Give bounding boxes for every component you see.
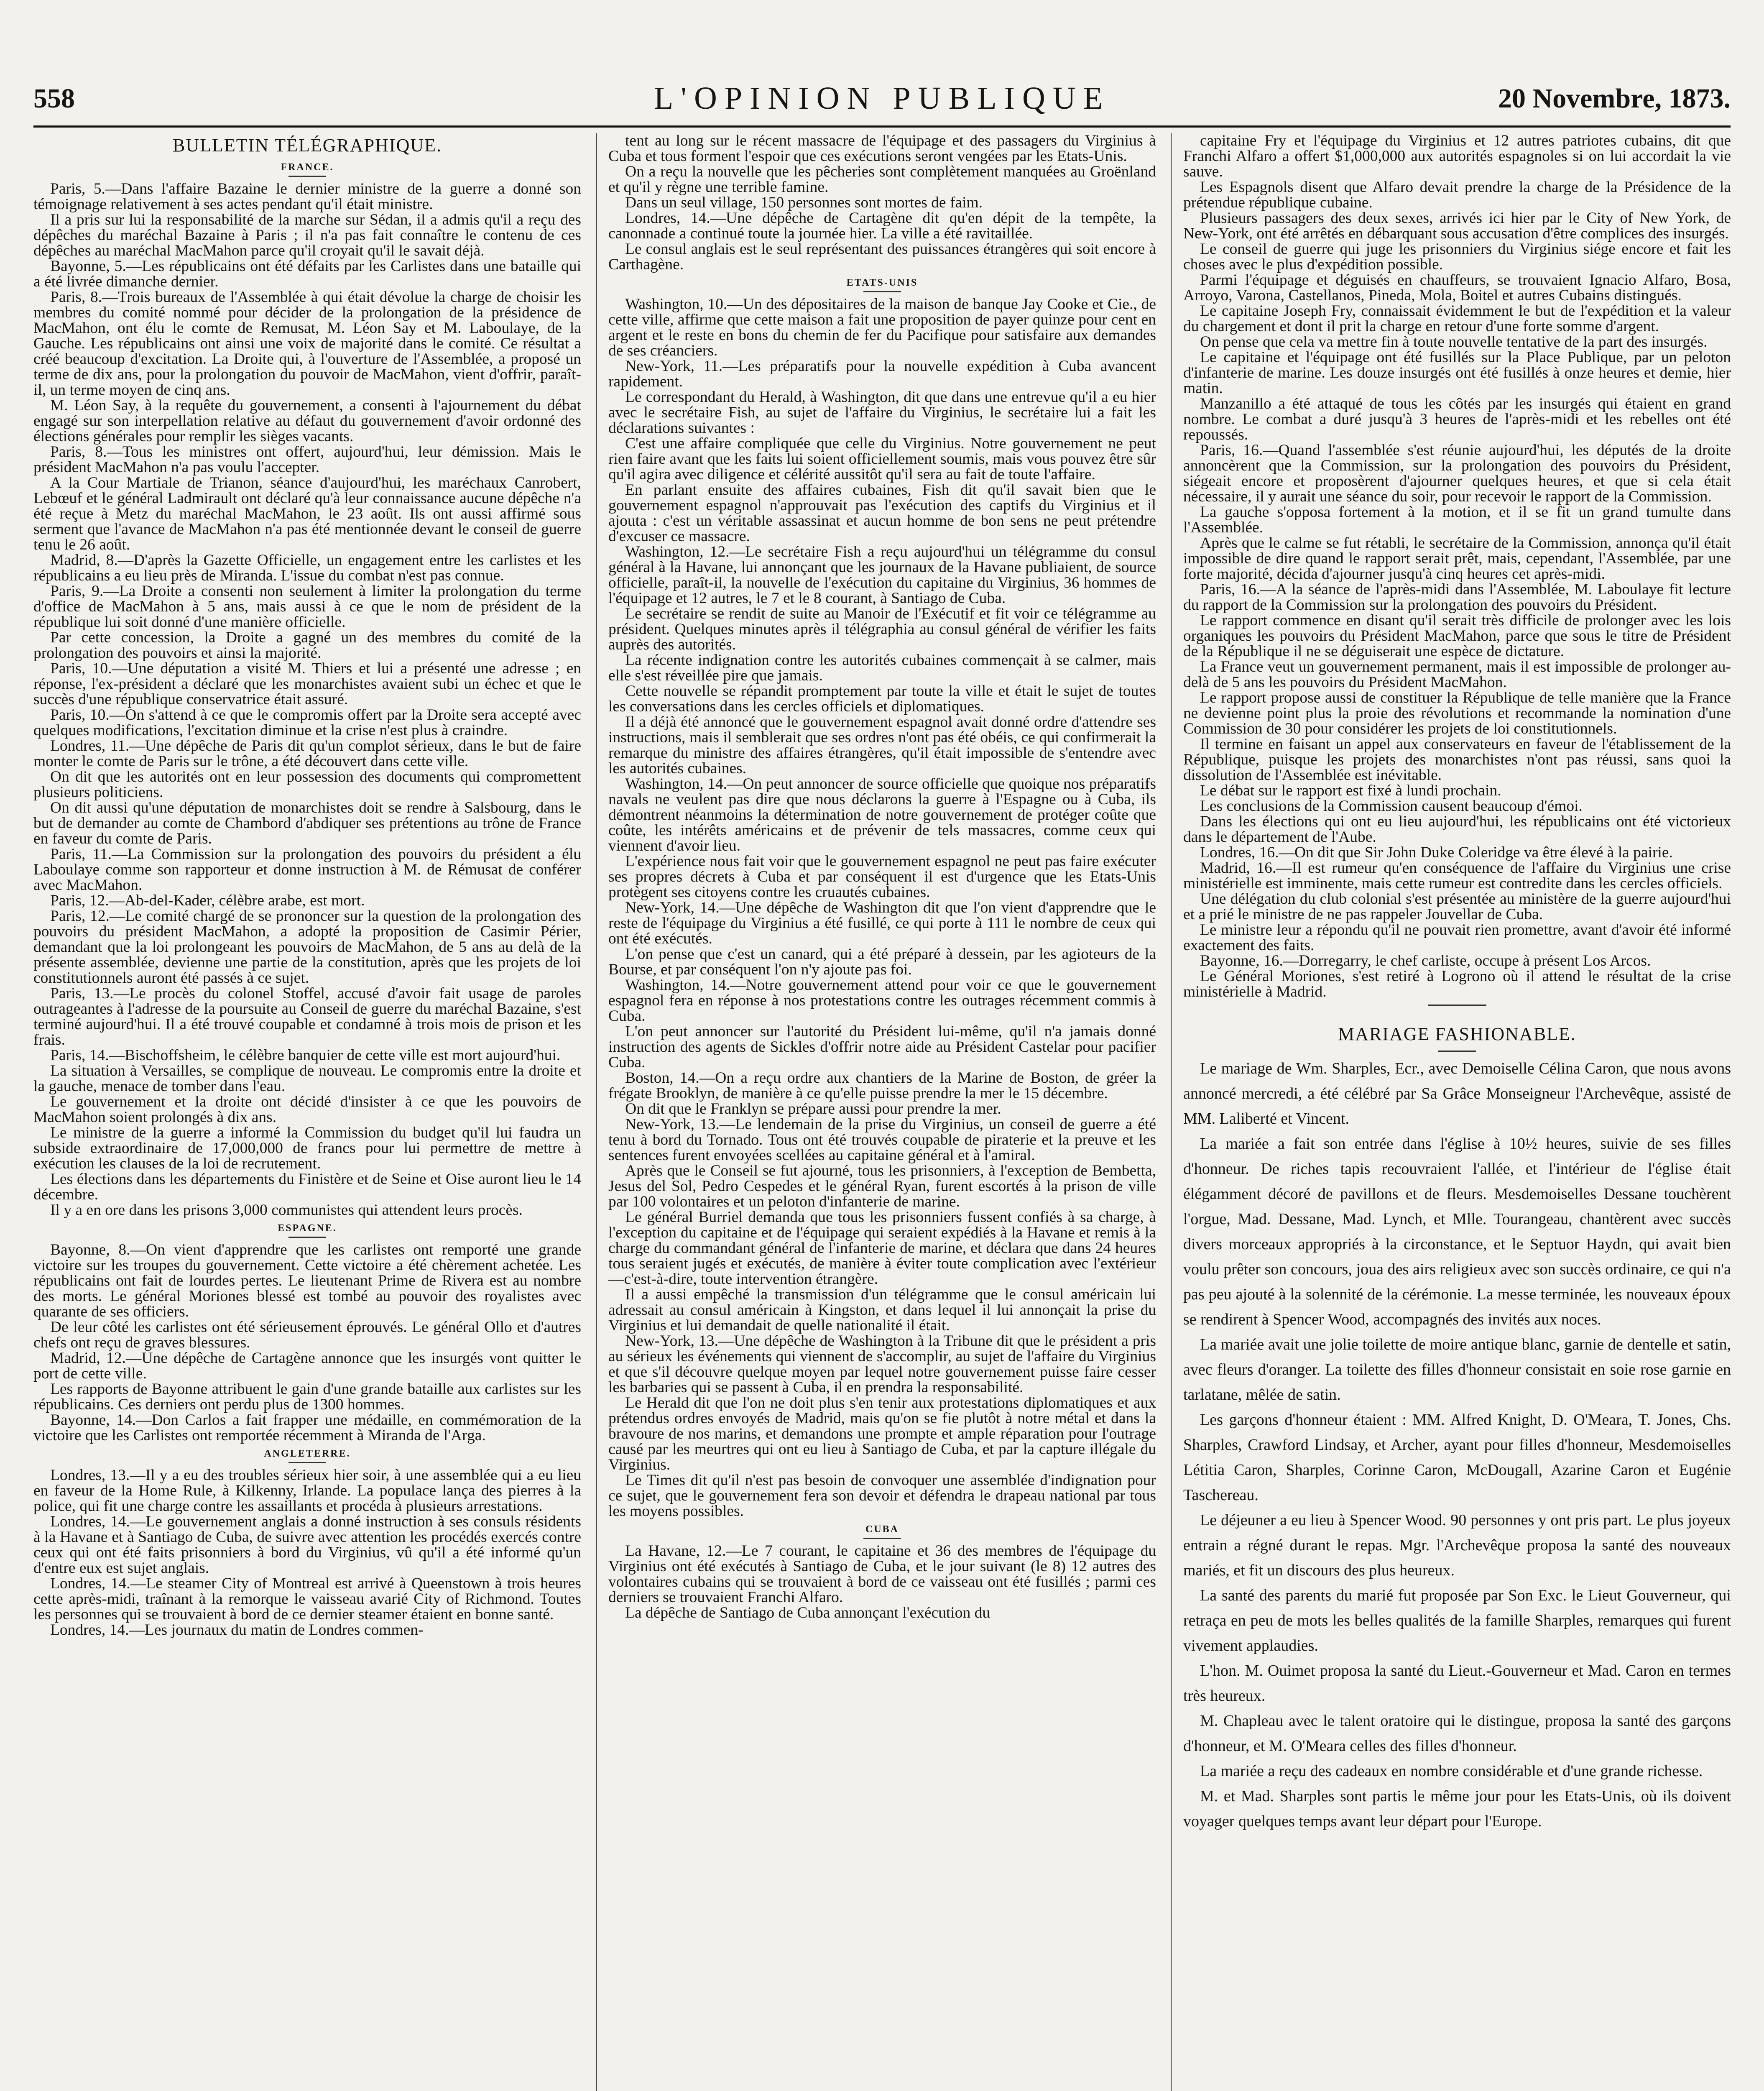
- article-paragraph: Cette nouvelle se répandit promptement par toute la ville et était le sujet de toutes les conversations dans les cercles officiels et diplomatiques.: [608, 683, 1156, 715]
- article-paragraph: Le consul anglais est le seul représentant des puissances étrangères qui soit encore à Carthagène.: [608, 240, 1156, 273]
- article-paragraph: Londres, 11.—Une dépêche de Paris dit qu'un complot sérieux, dans le but de faire monter le comte de Paris sur le trône, a été découvert dans cette ville.: [33, 737, 581, 770]
- article-paragraph: Paris, 13.—Le procès du colonel Stoffel, accusé d'avoir fait usage de paroles outrageantes à l'adresse de la poursuite au Conseil de guerre du maréchal Bazaine, s'est terminé aujourd'hui. Il a été trouvé coupable et condamné à trois mois de prison et les frais.: [33, 985, 581, 1048]
- section-heading: MARIAGE FASHIONABLE.: [1338, 1024, 1576, 1044]
- article-paragraph: On pense que cela va mettre fin à toute nouvelle tentative de la part des insurgés.: [1200, 333, 1708, 350]
- article-paragraph: La mariée a reçu des cadeaux en nombre considérable et d'une grande richesse.: [1200, 1762, 1703, 1780]
- article-paragraph: Le débat sur le rapport est fixé à lundi prochain.: [1200, 782, 1501, 799]
- article-paragraph: Londres, 14.—Les journaux du matin de Londres commen-: [50, 1621, 424, 1639]
- column-2: [608, 133, 1156, 2091]
- article-paragraph: Paris, 9.—La Droite a consenti non seulement à limiter la prolongation du terme d'office de MacMahon à 5 ans, mais aussi à ce que le nom de président de la république lui soit donné d'une manière officielle.: [33, 583, 581, 631]
- article-paragraph: La dépêche de Santiago de Cuba annonçant l'exécution du: [625, 1604, 990, 1621]
- article-paragraph: tent au long sur le récent massacre de l'équipage et des passagers du Virginius à Cuba et tous forment l'espoir que ces exécutions seront vengées par les Etats-Unis.: [608, 133, 1156, 165]
- article-paragraph: Le mariage de Wm. Sharples, Ecr., avec Demoiselle Célina Caron, que nous avons annoncé mercredi, a été célébré par Sa Grâce Monseigneur l'Archevêque, assisté de MM. Laliberté et Vincent.: [1183, 1060, 1731, 1127]
- header-rule: [33, 125, 1731, 128]
- article-paragraph: Londres, 16.—On dit que Sir John Duke Coleridge va être élevé à la pairie.: [1200, 844, 1673, 861]
- article-paragraph: De leur côté les carlistes ont été sérieusement éprouvés. Le général Ollo et d'autres chefs ont reçu de graves blessures.: [33, 1319, 581, 1351]
- article-paragraph: La France veut un gouvernement permanent, mais il est impossible de prolonger au-delà de 5 ans les pouvoirs du Président MacMahon.: [1183, 658, 1731, 691]
- article-paragraph: M. Léon Say, à la requête du gouvernement, a consenti à l'ajournement du débat engagé sur son interpellation relative au défaut du gouvernement d'avoir ordonné des élections générales pour remplir les sièges vacants.: [33, 397, 581, 445]
- article-paragraph: Bayonne, 16.—Dorregarry, le chef carliste, occupe à présent Los Arcos.: [1200, 952, 1651, 969]
- article-paragraph: En parlant ensuite des affaires cubaines, Fish dit qu'il savait bien que le gouvernement espagnol n'approuvait pas l'exécution des captifs du Virginius et il ajouta : c'est un véritable assassinat et aucun homme de bon sens ne peut prétendre d'excuser ce massacre.: [608, 481, 1156, 545]
- article-paragraph: Madrid, 16.—Il est rumeur qu'en conséquence de l'affaire du Virginius une crise ministérielle est imminente, mais cette rumeur est contredite dans les cercles officiels.: [1183, 859, 1731, 892]
- article-paragraph: Le rapport commence en disant qu'il serait très difficile de prolonger avec les lois organiques les pouvoirs du Président MacMahon, parce que sous le titre de Président de la République il ne se déguiserait une espèce de dictature.: [1183, 612, 1731, 660]
- article-paragraph: Les conclusions de la Commission causent beaucoup d'émoi.: [1200, 798, 1583, 815]
- article-paragraph: Une délégation du club colonial s'est présentée au ministère de la guerre aujourd'hui et a prié le ministre de ne pas rappeler Jouvellar de Cuba.: [1183, 890, 1731, 923]
- article-paragraph: M. Chapleau avec le talent oratoire qui le distingue, proposa la santé des garçons d'honneur, et M. O'Meara celles des filles d'honneur.: [1183, 1712, 1731, 1755]
- article-paragraph: Paris, 16.—A la séance de l'après-midi dans l'Assemblée, M. Laboulaye fit lecture du rapport de la Commission sur la prolongation des pouvoirs du Président.: [1183, 581, 1731, 613]
- article-paragraph: Paris, 10.—On s'attend à ce que le compromis offert par la Droite sera accepté avec quelques modifications, l'excitation diminue et la crise n'est plus à craindre.: [33, 706, 581, 739]
- mariage-article: [1183, 1023, 1731, 1834]
- article-paragraph: Les Espagnols disent que Alfaro devait prendre la charge de la Présidence de la prétendue république cubaine.: [1183, 179, 1731, 211]
- article-paragraph: Les élections dans les départements du Finistère et de Seine et Oise auront lieu le 14 décembre.: [33, 1171, 581, 1203]
- divider: [288, 176, 326, 177]
- article-paragraph: Après que le Conseil se fut ajourné, tous les prisonniers, à l'exception de Bembetta, Jesus del Sol, Pedro Cespedes et le général Ryan, furent escortés à la prison de ville par 100 volontaires et un peloton d'infanterie de marine.: [608, 1162, 1156, 1210]
- subsection-label: CUBA: [865, 1524, 899, 1535]
- divider: [1438, 1051, 1476, 1052]
- page-number: 558: [33, 83, 75, 114]
- article-paragraph: Après que le calme se fut rétabli, le secrétaire de la Commission, annonça qu'il était impossible de dire quand le rapport serait prêt, mais, cependant, l'Assemblée, par une forte majorité, décida d'ajourner jusqu'à cinq heures cet après-midi.: [1183, 534, 1731, 583]
- article-paragraph: Le secrétaire se rendit de suite au Manoir de l'Exécutif et fit voir ce télégramme au président. Quelques minutes après il télégraphia au consul général de vérifier les faits auprès des autorités.: [608, 605, 1156, 653]
- article-paragraph: On dit aussi qu'une députation de monarchistes doit se rendre à Salsbourg, dans le but de demander au comte de Chambord d'abdiquer ses prétentions au trône de France en faveur du comte de Paris.: [33, 799, 581, 847]
- article-paragraph: Paris, 8.—Trois bureaux de l'Assemblée à qui était dévolue la charge de choisir les membres du comité nommé pour décider de la prolongation de la présidence de MacMahon, ont élu le comte de Remusat, M. Léon Say et M. Laboulaye, de la Gauche. Les républicains ont ainsi une voix de majorité dans le comité. Ce résultat a créé beaucoup d'excitation. La Droite qui, à l'ouverture de l'Assemblée, a proposé un terme de dix ans, pour la prolongation du pouvoir de MacMahon, vient d'offrir, paraît-il, un terme moyen de cinq ans.: [33, 289, 581, 399]
- divider: [288, 1462, 326, 1463]
- article-paragraph: Les garçons d'honneur étaient : MM. Alfred Knight, D. O'Meara, T. Jones, Chs. Sharples, Crawford Lindsay, et Archer, ayant pour filles d'honneur, Mesdemoiselles Létitia Caron, Sharples, Corinne Caron, McDougall, Azarine Caron et Eugénie Taschereau.: [1183, 1411, 1731, 1504]
- article-paragraph: New-York, 13.—Une dépêche de Washington à la Tribune dit que le président a pris au sérieux les événements qui viennent de s'accomplir, au sujet de l'affaire du Virginius et que s'il découvre quelque moyen par lequel notre gouvernement puisse faire cesser les barbaries qui se passent à Cuba, il en prendra la responsabilité.: [608, 1332, 1156, 1396]
- article-paragraph: Washington, 12.—Le secrétaire Fish a reçu aujourd'hui un télégramme du consul général à la Havane, lui annonçant que les journaux de la Havane publiaient, de source officielle, paraît-il, la nouvelle de l'exécution du capitaine du Virginius, 36 hommes de l'équipage et 12 autres, le 7 et le 8 courant, à Santiago de Cuba.: [608, 543, 1156, 607]
- article-paragraph: L'expérience nous fait voir que le gouvernement espagnol ne peut pas faire exécuter ses propres décrets à Cuba et par conséquent il est d'urgence que les Etats-Unis protègent ses citoyens contre les cruautés cubaines.: [608, 853, 1156, 901]
- section-heading: BULLETIN TÉLÉGRAPHIQUE.: [173, 135, 442, 156]
- article-paragraph: Paris, 5.—Dans l'affaire Bazaine le dernier ministre de la guerre a donné son témoignage relativement à ses actes pendant qu'il était ministre.: [33, 180, 581, 213]
- article-paragraph: capitaine Fry et l'équipage du Virginius et 12 autres patriotes cubains, dit que Franchi Alfaro a offert $1,000,000 aux autorités espagnoles si on lui accordait la vie sauve.: [1183, 133, 1731, 180]
- article-paragraph: On dit que le Franklyn se prépare aussi pour prendre la mer.: [625, 1100, 1001, 1117]
- article-paragraph: Parmi l'équipage et déguisés en chauffeurs, se trouvaient Ignacio Alfaro, Bosa, Arroyo, Varona, Castellanos, Pineda, Mola, Boitel et autres Cubains distingués.: [1183, 271, 1731, 304]
- article-paragraph: Le rapport propose aussi de constituer la République de telle manière que la France ne devienne point plus la proie des révolutions et recommande la nomination d'une Commission de 30 pour considérer les projets de loi constitutionnels.: [1183, 689, 1731, 737]
- article-paragraph: L'on peut annoncer sur l'autorité du Président lui-même, qu'il n'a jamais donné instruction des agents de Sickles d'offrir notre aide au Président Castelar pour pacifier Cuba.: [608, 1023, 1156, 1071]
- article-paragraph: New-York, 13.—Le lendemain de la prise du Virginius, un conseil de guerre a été tenu à bord du Tornado. Tous ont été trouvés coupable de piraterie et la preuve et les sentences furent envoyées scellées au capitaine général et à l'amiral.: [608, 1116, 1156, 1164]
- article-paragraph: La mariée a fait son entrée dans l'église à 10½ heures, suivie de ses filles d'honneur. De riches tapis recouvraient l'allée, et l'intérieur de l'église était élégamment décoré de pavillons et de fleurs. Mesdemoiselles Dessane touchèrent l'orgue, Mad. Dessane, Mad. Lynch, et Mlle. Tourangeau, chantèrent avec succès divers morceaux appropriés à la circonstance, et le Septuor Haydn, qui avait bien voulu prêter son concours, joua des airs religieux avec son succès ordinaire, ce qui n'a pas peu ajouté à la solennité de la cérémonie. La messe terminée, les nouveaux époux se rendirent à Spencer Wood, accompagnés des invités aux noces.: [1183, 1135, 1731, 1328]
- divider: [1428, 1005, 1486, 1006]
- article-paragraph: Il termine en faisant un appel aux conservateurs en faveur de l'établissement de la République, puisque les projets des monarchistes n'ont pas réussi, sans quoi la dissolution de l'Assemblée est inévitable.: [1183, 736, 1731, 784]
- article-paragraph: La situation à Versailles, se complique de nouveau. Le compromis entre la droite et la gauche, menace de tomber dans l'eau.: [33, 1062, 581, 1095]
- article-paragraph: Le capitaine et l'équipage ont été fusillés sur la Place Publique, par un peloton d'infanterie de marine. Les douze insurgés ont été fusillés à onze heures et demie, hier matin.: [1183, 349, 1731, 397]
- article-paragraph: Il a aussi empêché la transmission d'un télégramme que le consul américain lui adressait au consul américain à Kingston, et dans lequel il lui annonçait la prise du Virginius et lui demandait de quelle nationalité il était.: [608, 1286, 1156, 1334]
- article-paragraph: Boston, 14.—On a reçu ordre aux chantiers de la Marine de Boston, de gréer la frégate Brooklyn, de manière à ce qu'elle puisse prendre la mer le 15 décembre.: [608, 1069, 1156, 1102]
- article-paragraph: Paris, 12.—Le comité chargé de se prononcer sur la question de la prolongation des pouvoirs du président MacMahon, a adopté la proposition de Casimir Périer, demandant que la loi prolongeant les pouvoirs de MacMahon, de 5 ans au delà de la présente assemblée, devienne une partie de la constitution, après que les projets de loi constitutionnels auront été passés à ce sujet.: [33, 907, 581, 987]
- article-paragraph: La gauche s'opposa fortement à la motion, et il se fit un grand tumulte dans l'Assemblée.: [1183, 504, 1731, 536]
- article-paragraph: Paris, 16.—Quand l'assemblée s'est réunie aujourd'hui, les députés de la droite annoncèrent que la Commission, sur la prolongation des pouvoirs du Président, siégeait encore et proposèrent d'ajourner quelques heures, et que si cela était nécessaire, il y aurait une séance du soir, pour recevoir le rapport de la Commission.: [1183, 442, 1731, 505]
- column-divider: [1171, 133, 1172, 2091]
- column-1: [33, 133, 581, 2091]
- article-paragraph: Le capitaine Joseph Fry, connaissait évidemment le but de l'expédition et la valeur du chargement et dont il prit la charge en retour d'une forte somme d'argent.: [1183, 302, 1731, 335]
- article-paragraph: A la Cour Martiale de Trianon, séance d'aujourd'hui, les maréchaux Canrobert, Lebœuf et le général Ladmirault ont déclaré qu'à leur connaissance aucune dépêche n'a été reçue à Metz du maréchal MacMahon, le 23 août. Ils ont aussi affirmé sous serment que l'avance de MacMahon n'a pas été mentionnée devant le conseil de guerre tenu le 26 août.: [33, 474, 581, 553]
- article-paragraph: Paris, 12.—Ab-del-Kader, célèbre arabe, est mort.: [50, 892, 365, 909]
- article-paragraph: Washington, 14.—On peut annoncer de source officielle que quoique nos préparatifs navals ne veulent pas dire que nous déclarons la guerre à l'Espagne ou à Cuba, ils démontrent néanmoins la détermination de notre gouvernement de protéger coûte que coûte, les intérêts américains et de prévenir de tels massacres, comme ceux qui viennent d'avoir lieu.: [608, 775, 1156, 854]
- article-paragraph: Il a déjà été annoncé que le gouvernement espagnol avait donné ordre d'attendre ses instructions, mais il semblerait que ses ordres n'ont pas été obéis, ce qui confirmerait la remarque du ministre des affaires étrangères, qu'il était impossible de s'entendre avec les autorités cubaines.: [608, 713, 1156, 777]
- article-paragraph: L'on pense que c'est un canard, qui a été préparé à dessein, par les agioteurs de la Bourse, et par conséquent l'on n'y ajoute pas foi.: [608, 946, 1156, 978]
- article-paragraph: Paris, 11.—La Commission sur la prolongation des pouvoirs du président a élu Laboulaye comme son rapporteur et donne instruction à M. de Rémusat de conférer avec MacMahon.: [33, 846, 581, 894]
- article-paragraph: On dit que les autorités ont en leur possession des documents qui compromettent plusieurs politiciens.: [33, 768, 581, 801]
- article-paragraph: Les rapports de Bayonne attribuent le gain d'une grande bataille aux carlistes sur les républicains. Ces derniers ont perdu plus de 1300 hommes.: [33, 1380, 581, 1413]
- article-paragraph: Il y a en ore dans les prisons 3,000 communistes qui attendent leurs procès.: [50, 1201, 523, 1219]
- column-divider: [596, 133, 597, 2091]
- article-paragraph: On a reçu la nouvelle que les pêcheries sont complètement manquées au Groënland et qu'il y règne une terrible famine.: [608, 163, 1156, 196]
- issue-date: 20 Novembre, 1873.: [1498, 83, 1731, 114]
- article-paragraph: Londres, 13.—Il y a eu des troubles sérieux hier soir, à une assemblée qui a eu lieu en faveur de la Home Rule, à Kilkenny, Irlande. La populace lança des pierres à la police, qui fit une charge contre les assaillants et procéda à plusieurs arrestations.: [33, 1467, 581, 1515]
- article-paragraph: Le général Burriel demanda que tous les prisonniers fussent confiés à sa charge, à l'exception du capitaine et de l'équipage qui seraient expédiés à la Havane et remis à la charge du commandant général de l'infanterie de marine, et déclara que dans 24 heures tous seraient jugés et exécutés, de manière à éviter toute complication avec l'extérieur—c'est-à-dire, toute intervention étrangère.: [608, 1209, 1156, 1288]
- article-paragraph: C'est une affaire compliquée que celle du Virginius. Notre gouvernement ne peut rien faire avant que les faits lui soient officiellement soumis, mais vous pouvez être sûr qu'il agira avec diligence et célérité aussitôt qu'il sera au fait de toute l'affaire.: [608, 435, 1156, 483]
- subsection-label: FRANCE.: [281, 162, 334, 173]
- subsection-label: ESPAGNE.: [278, 1223, 337, 1234]
- article-paragraph: Washington, 10.—Un des dépositaires de la maison de banque Jay Cooke et Cie., de cette ville, affirme que cette maison a fait une proposition de payer quinze pour cent en argent et le reste en bons du chemin de fer du Pacifique pour satisfaire aux demandes de ses créanciers.: [608, 296, 1156, 359]
- article-paragraph: Washington, 14.—Notre gouvernement attend pour voir ce que le gouvernement espagnol fera en réponse à nos protestations contre les outrages récemment commis à Cuba.: [608, 976, 1156, 1025]
- article-paragraph: Dans un seul village, 150 personnes sont mortes de faim.: [625, 194, 983, 211]
- article-paragraph: Bayonne, 14.—Don Carlos a fait frapper une médaille, en commémoration de la victoire que les Carlistes ont remportée récemment à Miranda de l'Arga.: [33, 1411, 581, 1444]
- article-paragraph: Le correspondant du Herald, à Washington, dit que dans une entrevue qu'il a eu hier avec le secrétaire Fish, au sujet de l'affaire du Virginius, le secrétaire lui a fait les déclarations suivantes :: [608, 389, 1156, 437]
- newspaper-title: L'OPINION PUBLIQUE: [654, 81, 1110, 116]
- article-paragraph: La récente indignation contre les autorités cubaines commençait à se calmer, mais elle s'est réveillée pire que jamais.: [608, 652, 1156, 684]
- article-paragraph: Le Général Moriones, s'est retiré à Logrono où il attend le résultat de la crise ministérielle à Madrid.: [1183, 968, 1731, 1000]
- article-paragraph: Bayonne, 8.—On vient d'apprendre que les carlistes ont remporté une grande victoire sur les troupes du gouvernement. Cette victoire a été chèrement achetée. Les républicains ont fait de lourdes pertes. Le lieutenant Prime de Rivera est au nombre des morts. Le général Moriones blessé est tombé au pouvoir des royalistes avec quarante de ses officiers.: [33, 1241, 581, 1320]
- article-paragraph: Le ministre leur a répondu qu'il ne pouvait rien promettre, avant d'avoir été informé exactement des faits.: [1183, 921, 1731, 954]
- article-paragraph: New-York, 14.—Une dépêche de Washington dit que l'on vient d'apprendre que le reste de l'équipage du Virginius a été fusillé, ce qui porte à 111 le nombre de ceux qui ont été exécutés.: [608, 899, 1156, 947]
- subsection-label: ANGLETERRE.: [264, 1448, 351, 1459]
- article-paragraph: Le Times dit qu'il n'est pas besoin de convoquer une assemblée d'indignation pour ce sujet, que le gouvernement fera son devoir et défendra le drapeau national par tous les moyens possibles.: [608, 1472, 1156, 1520]
- divider: [288, 1237, 326, 1238]
- article-paragraph: L'hon. M. Ouimet proposa la santé du Lieut.-Gouverneur et Mad. Caron en termes très heureux.: [1183, 1662, 1731, 1705]
- article-paragraph: Madrid, 12.—Une dépêche de Cartagène annonce que les insurgés vont quitter le port de cette ville.: [33, 1350, 581, 1382]
- divider: [863, 1538, 901, 1539]
- divider: [863, 291, 901, 292]
- article-paragraph: Londres, 14.—Le steamer City of Montreal est arrivé à Queenstown à trois heures cette après-midi, traînant à la remorque le vaisseau avarié City of Richmond. Toutes les personnes qui se trouvaient à bord de ce dernier steamer étaient en bonne santé.: [33, 1575, 581, 1623]
- article-paragraph: Le gouvernement et la droite ont décidé d'insister à ce que les pouvoirs de MacMahon soient prolongés à dix ans.: [33, 1093, 581, 1126]
- article-paragraph: Manzanillo a été attaqué de tous les côtés par les insurgés qui étaient en grand nombre. Le combat a duré jusqu'à 3 heures de l'après-midi et les rebelles ont été repoussés.: [1183, 395, 1731, 443]
- article-paragraph: Londres, 14.—Une dépêche de Cartagène dit qu'en dépit de la tempête, la canonnade a continué toute la journée hier. La ville a été ravitaillée.: [608, 210, 1156, 242]
- article-paragraph: Il a pris sur lui la responsabilité de la marche sur Sédan, il a admis qu'il a reçu des dépêches du maréchal Bazaine à Paris ; il n'a pas fait connaître le contenu de ces dépêches au maréchal MacMahon parce qu'il croyait qu'il le savait déjà.: [33, 211, 581, 259]
- article-paragraph: Plusieurs passagers des deux sexes, arrivés ici hier par le City of New York, de New-York, ont été arrêtés en débarquant sous accusation d'être complices des insurgés.: [1183, 210, 1731, 242]
- article-paragraph: La santé des parents du marié fut proposée par Son Exc. le Lieut Gouverneur, qui retraça en peu de mots les belles qualités de la famille Sharples, remarques qui furent vivement applaudies.: [1183, 1587, 1731, 1654]
- article-paragraph: Le déjeuner a eu lieu à Spencer Wood. 90 personnes y ont pris part. Le plus joyeux entrain a régné durant le repas. Mgr. l'Archevêque proposa la santé des nouveaux mariés, et fit un discours des plus heureux.: [1183, 1511, 1731, 1579]
- article-paragraph: Madrid, 8.—D'après la Gazette Officielle, un engagement entre les carlistes et les républicains a eu lieu près de Miranda. L'issue du combat n'est pas connue.: [33, 552, 581, 584]
- article-paragraph: La mariée avait une jolie toilette de moire antique blanc, garnie de dentelle et satin, avec fleurs d'oranger. La toilette des filles d'honneur consistait en soie rose garnie en tarlatane, mêlée de satin.: [1183, 1336, 1731, 1403]
- article-paragraph: M. et Mad. Sharples sont partis le même jour pour les Etats-Unis, où ils doivent voyager quelques temps avant leur départ pour l'Europe.: [1183, 1787, 1731, 1830]
- article-paragraph: La Havane, 12.—Le 7 courant, le capitaine et 36 des membres de l'équipage du Virginius ont été exécutés à Santiago de Cuba, et le jour suivant (le 8) 12 autres des volontaires cubains qui se trouvaient à bord de ce vaisseau ont été fusillés ; parmi ces derniers se trouvaient Franchi Alfaro.: [608, 1542, 1156, 1606]
- article-paragraph: Dans les élections qui ont eu lieu aujourd'hui, les républicains ont été victorieux dans le département de l'Aube.: [1183, 813, 1731, 846]
- article-paragraph: Bayonne, 5.—Les républicains ont été défaits par les Carlistes dans une bataille qui a été livrée dimanche dernier.: [33, 258, 581, 290]
- article-paragraph: Paris, 8.—Tous les ministres ont offert, aujourd'hui, leur démission. Mais le président MacMahon n'a pas voulu l'accepter.: [33, 443, 581, 476]
- subsection-label: ETATS-UNIS: [846, 277, 918, 288]
- article-paragraph: New-York, 11.—Les préparatifs pour la nouvelle expédition à Cuba avancent rapidement.: [608, 358, 1156, 390]
- article-paragraph: Le Herald dit que l'on ne doit plus s'en tenir aux protestations diplomatiques et aux prétendus ordres envoyés de Madrid, mais qu'on se fie plutôt à notre métal et dans la bravoure de nos marins, et demandons une prompte et ample réparation pour l'outrage causé par les meurtres qui ont eu lieu à Santiago de Cuba, et par la capture illégale du Virginius.: [608, 1394, 1156, 1473]
- article-paragraph: Londres, 14.—Le gouvernement anglais a donné instruction à ses consuls résidents à la Havane et à Santiago de Cuba, de suivre avec attention les procédés exercés contre ceux qui ont été faits prisonniers à bord du Virginius, vû qu'il a été informé qu'un d'entre eux est sujet anglais.: [33, 1513, 581, 1577]
- article-paragraph: Le conseil de guerre qui juge les prisonniers du Virginius siége encore et fait les choses avec le plus d'expédition possible.: [1183, 240, 1731, 273]
- article-paragraph: Par cette concession, la Droite a gagné un des membres du comité de la prolongation des pouvoirs et ainsi la majorité.: [33, 629, 581, 662]
- column-3: [1183, 133, 1731, 2091]
- article-paragraph: Le ministre de la guerre a informé la Commission du budget qu'il lui faudra un subside extraordinaire de 17,000,000 de francs pour lui permettre de mettre à exécution les clauses de la loi de recrutement.: [33, 1124, 581, 1172]
- article-paragraph: Paris, 10.—Une députation a visité M. Thiers et lui a présenté une adresse ; en réponse, l'ex-président a déclaré que les monarchistes avaient subi un échec et que le succès d'une république conservatrice était assuré.: [33, 660, 581, 708]
- article-paragraph: Paris, 14.—Bischoffsheim, le célèbre banquier de cette ville est mort aujourd'hui.: [50, 1047, 561, 1064]
- masthead: [33, 74, 1731, 129]
